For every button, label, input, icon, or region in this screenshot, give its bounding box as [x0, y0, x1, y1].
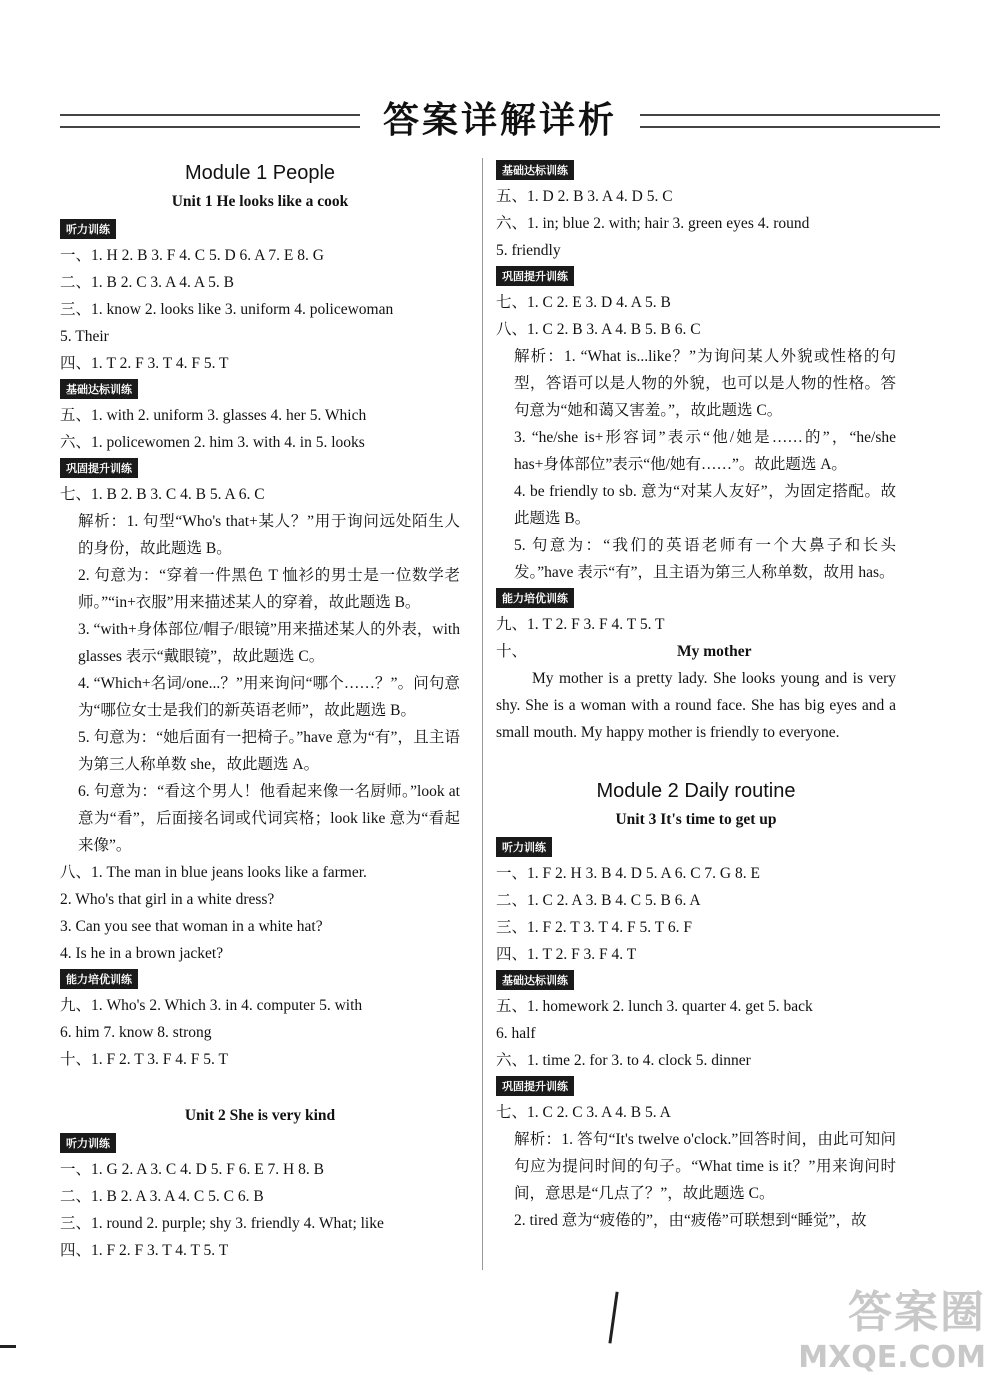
answer-line: 九、1. Who's 2. Which 3. in 4. computer 5. with — [60, 997, 363, 1014]
answer-line: 七、1. B 2. B 3. C 4. B 5. A 6. C — [60, 486, 265, 503]
page-mark — [608, 1292, 624, 1345]
answer-line: 三、1. F 2. T 3. T 4. F 5. T 6. F — [496, 919, 692, 936]
answer-line: 5. friendly — [496, 242, 561, 259]
answer-line: 一、1. G 2. A 3. C 4. D 5. F 6. E 7. H 8. B — [60, 1161, 324, 1178]
answer-line: 一、1. F 2. H 3. B 4. D 5. A 6. C 7. G 8. E — [496, 865, 760, 882]
answer-line: 四、1. F 2. F 3. T 4. T 5. T — [60, 1242, 229, 1259]
section-label: 巩固提升训练 — [60, 458, 138, 478]
answer-line: 十、1. F 2. T 3. F 4. F 5. T — [60, 1051, 228, 1068]
essay-body: My mother is a pretty lady. She looks young and is very shy. She is a woman with a round face. She has big eyes and a small mouth. My happy mother is friendly to everyone. — [496, 670, 896, 741]
answer-line: 八、1. C 2. B 3. A 4. B 5. B 6. C — [496, 321, 701, 338]
answer-line: 七、1. C 2. C 3. A 4. B 5. A — [496, 1104, 671, 1121]
answer-line: 6. half — [496, 1025, 536, 1042]
explanation: 2. tired 意为“疲倦的”，由“疲倦”可联想到“睡觉”，故 — [514, 1212, 867, 1229]
answer-line: 4. Is he in a brown jacket? — [60, 945, 224, 962]
answer-line: 三、1. know 2. looks like 3. uniform 4. policewoman — [60, 301, 394, 318]
answer-line: 3. Can you see that woman in a white hat? — [60, 918, 323, 935]
section-label: 能力培优训练 — [60, 969, 138, 989]
answer-line: 五、1. D 2. B 3. A 4. D 5. C — [496, 188, 673, 205]
answer-line: 八、1. The man in blue jeans looks like a farmer. — [60, 864, 367, 881]
explanation: 3. “with+身体部位/帽子/眼镜”用来描述某人的外表，with glasses 表示“戴眼镜”，故此题选 C。 — [78, 621, 460, 665]
module-title: Module 1 People — [184, 162, 336, 184]
answer-line: 七、1. C 2. E 3. D 4. A 5. B — [496, 294, 671, 311]
right-column — [496, 158, 896, 1234]
explanation: 2. 句意为：“穿着一件黑色 T 恤衫的男士是一位数学老师。”“in+衣服”用来描述某人的穿着，故此题选 B。 — [78, 567, 460, 611]
explanation: 解析：1. 答句“It's twelve o'clock.”回答时间，由此可知问句应为提问时间的句子。“What time is it？”用来询问时间，意思是“几点了？”，故此题选 C。 — [514, 1131, 896, 1202]
unit-title: Unit 2 She is very kind — [184, 1107, 336, 1124]
section-label: 巩固提升训练 — [496, 266, 574, 286]
answer-line: 六、1. policewomen 2. him 3. with 4. in 5. looks — [60, 434, 365, 451]
answer-line: 五、1. with 2. uniform 3. glasses 4. her 5. Which — [60, 407, 367, 424]
explanation: 6. 句意为：“看这个男人！他看起来像一名厨师。”look at 意为“看”，后面接名词或代词宾格；look like 意为“看起来像”。 — [78, 783, 460, 854]
header-rule-right — [640, 114, 940, 128]
answer-line: 5. Their — [60, 328, 109, 345]
answer-line: 三、1. round 2. purple; shy 3. friendly 4. What; like — [60, 1215, 384, 1232]
section-label: 听力训练 — [496, 837, 552, 857]
section-label: 基础达标训练 — [496, 970, 574, 990]
answer-line: 2. Who's that girl in a white dress? — [60, 891, 275, 908]
page-title: 答案详解详析 — [382, 100, 617, 141]
answer-line: 九、1. T 2. F 3. F 4. T 5. T — [496, 616, 665, 633]
section-label: 巩固提升训练 — [496, 1076, 574, 1096]
explanation: 4. be friendly to sb. 意为“对某人友好”，为固定搭配。故此题选 B。 — [514, 483, 896, 527]
module-title: Module 2 Daily routine — [596, 780, 796, 802]
unit-title: Unit 3 It's time to get up — [615, 811, 777, 828]
answer-line: 六、1. time 2. for 3. to 4. clock 5. dinner — [496, 1052, 751, 1069]
answer-line: 五、1. homework 2. lunch 3. quarter 4. get 5. back — [496, 998, 813, 1015]
watermark-url: MXQE.COM — [798, 1340, 986, 1375]
explanation: 3. “he/she is+形容词”表示“他/她是……的”，“he/she has+身体部位”表示“他/她有……”。故此题选 A。 — [514, 429, 896, 473]
answer-line: 一、1. H 2. B 3. F 4. C 5. D 6. A 7. E 8. G — [60, 247, 324, 264]
answer-line: 二、1. B 2. A 3. A 4. C 5. C 6. B — [60, 1188, 264, 1205]
watermark-logo-text: 答案圈 — [848, 1287, 986, 1338]
section-label: 听力训练 — [60, 1133, 116, 1153]
answer-line: 二、1. B 2. C 3. A 4. A 5. B — [60, 274, 234, 291]
margin-mark — [0, 1345, 16, 1348]
left-column — [60, 158, 460, 1264]
explanation: 4. “Which+名词/one...？”用来询问“哪个……？”。问句意为“哪位女士是我们的新英语老师”，故此题选 B。 — [78, 675, 460, 719]
explanation: 解析：1. “What is...like？”为询问某人外貌或性格的句型，答语可以是人物的外貌，也可以是人物的性格。答句意为“她和蔼又害羞。”，故此题选 C。 — [514, 348, 896, 419]
explanation: 解析：1. 句型“Who's that+某人？”用于询问远处陌生人的身份，故此题选 B。 — [78, 513, 460, 557]
unit-title: Unit 1 He looks like a cook — [171, 193, 349, 210]
answer-line: 6. him 7. know 8. strong — [60, 1024, 212, 1041]
section-label: 基础达标训练 — [496, 160, 574, 180]
answer-line: 四、1. T 2. F 3. T 4. F 5. T — [60, 355, 229, 372]
watermark — [798, 1276, 986, 1375]
answer-line: 六、1. in; blue 2. with; hair 3. green eyes 4. round — [496, 215, 810, 232]
section-label: 能力培优训练 — [496, 588, 574, 608]
section-label: 基础达标训练 — [60, 379, 138, 399]
answer-line: 四、1. T 2. F 3. F 4. T — [496, 946, 637, 963]
explanation: 5. 句意为：“她后面有一把椅子。”have 意为“有”，且主语为第三人称单数 she，故此题选 A。 — [78, 729, 460, 773]
answer-line: 二、1. C 2. A 3. B 4. C 5. B 6. A — [496, 892, 701, 909]
question-number: 十、 — [496, 643, 528, 660]
section-label: 听力训练 — [60, 219, 116, 239]
essay-heading-line — [496, 638, 896, 665]
explanation: 5. 句意为：“我们的英语老师有一个大鼻子和长头发。”have 表示“有”，且主语为第三人称单数，故用 has。 — [514, 537, 896, 581]
essay-title: My mother — [677, 643, 752, 660]
page-header — [60, 92, 940, 148]
